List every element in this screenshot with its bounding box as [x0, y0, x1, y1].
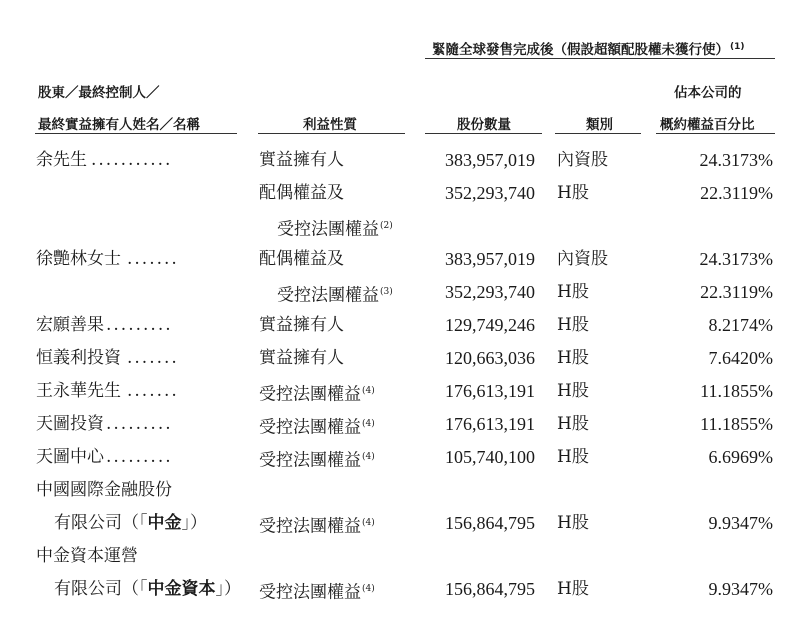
nature-text: 受控法團權益: [259, 516, 361, 537]
shareholder-name: 有限公司（「: [54, 513, 148, 533]
share-count: 129,749,246: [445, 315, 535, 335]
shareholder-name-short: 中金: [147, 513, 182, 533]
share-class: H股: [557, 348, 589, 368]
share-count: 176,613,191: [445, 414, 535, 434]
footnote-ref: (4): [362, 584, 375, 594]
table-row: [36, 447, 173, 467]
share-class: H股: [557, 315, 589, 335]
percentage: 6.6969%: [708, 447, 773, 467]
leader-dots: .........: [106, 447, 173, 467]
nature-of-interest: 實益擁有人: [259, 150, 344, 170]
shareholder-name: 恒義利投資: [36, 348, 121, 368]
shareholder-name: 徐艷林女士: [36, 249, 121, 269]
percentage: 24.3173%: [699, 150, 773, 170]
nature-of-interest: [277, 282, 393, 306]
nature-of-interest: 配偶權益及: [259, 249, 344, 269]
nature-text: 受控法團權益: [259, 417, 361, 438]
leader-dots: .......: [127, 381, 179, 401]
leader-dots: .........: [106, 315, 173, 335]
percentage: 11.1855%: [700, 381, 773, 401]
nature-of-interest: 實益擁有人: [259, 315, 344, 335]
shareholder-name: 天圖投資: [36, 414, 104, 434]
nature-text: 受控法團權益: [259, 582, 361, 603]
col-shareholder-header-line1: 股東／最終控制人／: [38, 85, 160, 101]
col-nature-header: 利益性質: [303, 117, 357, 133]
share-count: 120,663,036: [445, 348, 535, 368]
table-row: [36, 315, 173, 335]
col-shares-header: 股份數量: [457, 117, 511, 133]
nature-of-interest: [259, 447, 375, 471]
share-class: H股: [557, 447, 589, 467]
share-class: 內資股: [557, 249, 608, 269]
footnote-ref: (2): [380, 221, 393, 231]
span-header-rule: [425, 58, 775, 59]
percentage: 9.9347%: [708, 513, 773, 533]
share-class: H股: [557, 381, 589, 401]
table-row: [36, 150, 172, 170]
nature-text: 受控法團權益: [277, 219, 379, 240]
share-count: 352,293,740: [445, 183, 535, 203]
table-row: [36, 249, 179, 269]
share-class: H股: [557, 282, 589, 302]
percentage: 22.3119%: [700, 183, 773, 203]
col-shares-rule: [425, 133, 542, 134]
share-class: H股: [557, 414, 589, 434]
nature-of-interest: 實益擁有人: [259, 348, 344, 368]
leader-dots: .........: [106, 414, 173, 434]
nature-of-interest: [259, 381, 375, 405]
shareholder-name: 余先生: [36, 150, 87, 170]
share-count: 156,864,795: [445, 513, 535, 533]
col-class-rule: [555, 133, 641, 134]
nature-of-interest: [277, 216, 393, 240]
col-percent-header-line1: 佔本公司的: [674, 85, 742, 101]
shareholder-name: 中國國際金融股份: [36, 480, 172, 500]
share-count: 383,957,019: [445, 249, 535, 269]
nature-of-interest: 配偶權益及: [259, 183, 344, 203]
shareholder-name-short: 中金資本: [147, 579, 216, 599]
share-count: 176,613,191: [445, 381, 535, 401]
footnote-ref: (4): [362, 518, 375, 528]
leader-dots: .......: [127, 249, 179, 269]
footnote-ref: (4): [362, 386, 375, 396]
leader-dots: ...........: [91, 150, 173, 170]
table-row: [54, 579, 241, 599]
span-header-note: (1): [730, 41, 745, 52]
shareholder-name: 天圖中心: [36, 447, 104, 467]
nature-text: 受控法團權益: [259, 384, 361, 405]
table-row: [36, 381, 179, 401]
share-class: H股: [557, 579, 589, 599]
shareholder-name: 有限公司（「: [54, 579, 148, 599]
shareholder-name-tail: 」）: [181, 513, 207, 533]
percentage: 9.9347%: [708, 579, 773, 599]
nature-text: 受控法團權益: [277, 285, 379, 306]
footnote-ref: (4): [362, 452, 375, 462]
nature-of-interest: [259, 513, 375, 537]
percentage: 8.2174%: [708, 315, 773, 335]
share-count: 352,293,740: [445, 282, 535, 302]
col-shareholder-header-line2: 最終實益擁有人姓名／名稱: [38, 117, 200, 133]
leader-dots: .......: [127, 348, 179, 368]
shareholder-name: 王永華先生: [36, 381, 121, 401]
shareholder-name: 中金資本運營: [36, 546, 138, 566]
nature-text: 受控法團權益: [259, 450, 361, 471]
col-shareholder-rule: [35, 133, 237, 134]
share-class: 內資股: [557, 150, 608, 170]
percentage: 7.6420%: [708, 348, 773, 368]
share-count: 105,740,100: [445, 447, 535, 467]
span-header-text: 緊隨全球發售完成後（假設超額配股權未獲行使）: [432, 42, 729, 58]
shareholder-name-tail: 」）: [215, 579, 241, 599]
nature-of-interest: [259, 414, 375, 438]
col-class-header: 類別: [586, 117, 613, 133]
col-percent-header-line2: 概約權益百分比: [660, 117, 755, 133]
share-count: 156,864,795: [445, 579, 535, 599]
shareholder-name: 宏願善果: [36, 315, 104, 335]
percentage: 11.1855%: [700, 414, 773, 434]
percentage: 24.3173%: [699, 249, 773, 269]
footnote-ref: (3): [380, 287, 393, 297]
table-row: [36, 414, 173, 434]
nature-of-interest: [259, 579, 375, 603]
span-header: [432, 38, 745, 58]
table-row: [54, 513, 207, 533]
share-class: H股: [557, 513, 589, 533]
share-count: 383,957,019: [445, 150, 535, 170]
footnote-ref: (4): [362, 419, 375, 429]
table-row: [36, 348, 179, 368]
share-class: H股: [557, 183, 589, 203]
col-nature-rule: [258, 133, 405, 134]
col-percent-rule: [656, 133, 775, 134]
percentage: 22.3119%: [700, 282, 773, 302]
